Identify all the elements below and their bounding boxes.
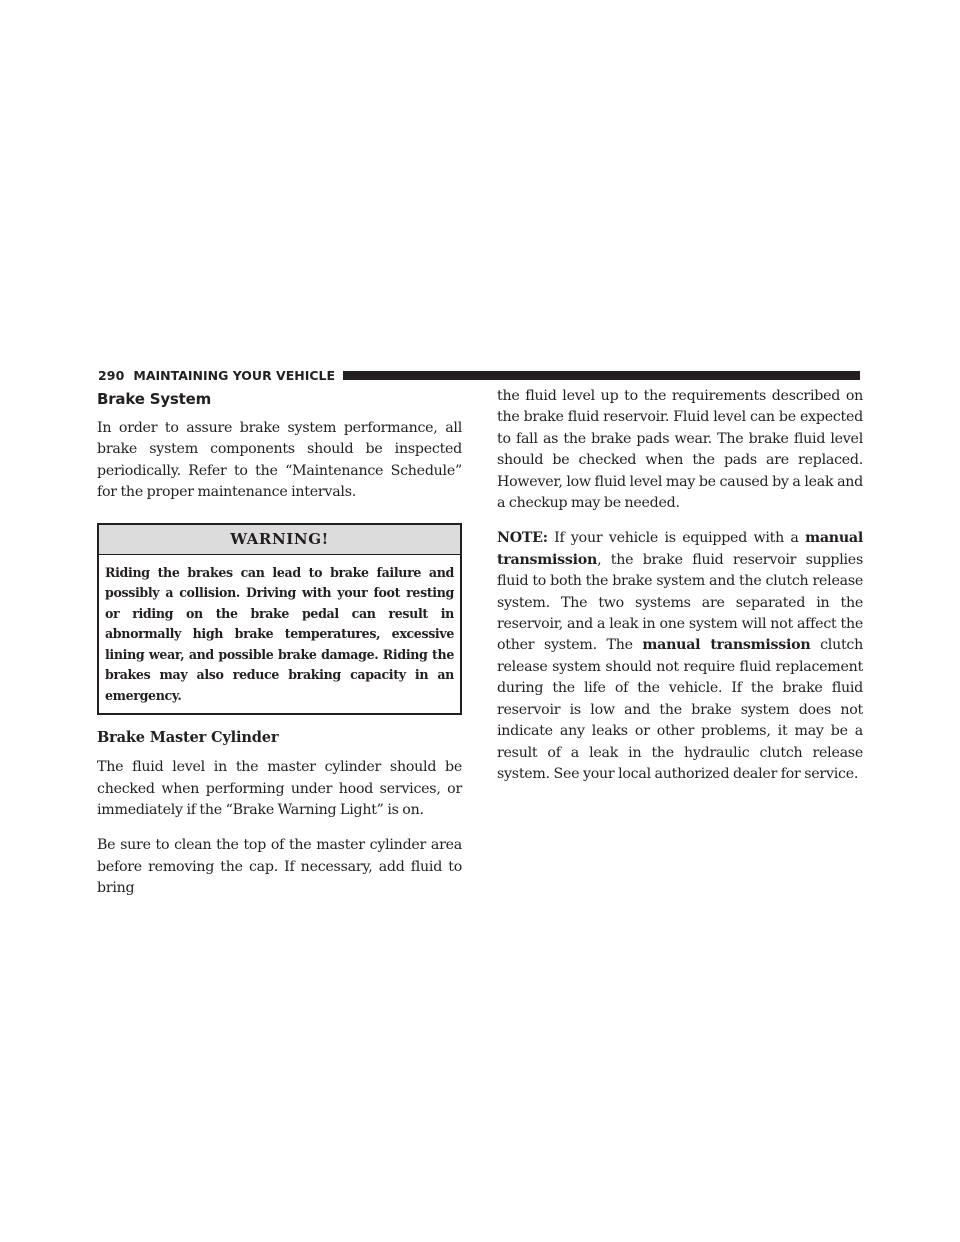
note-paragraph <box>497 528 863 785</box>
section-title: MAINTAINING YOUR VEHICLE <box>133 367 336 383</box>
header-rule <box>343 371 860 380</box>
warning-box <box>97 523 462 716</box>
note-text-2: , the brake fluid reservoir supplies fluid to both the brake system and the clutch release system. The two systems are separated in the reservoir, and a leak in one system will not affect the other system. The <box>497 551 863 654</box>
brake-system-intro: In order to assure brake system performance, all brake system components should be inspected periodically. Refer to the “Maintenance Schedule” for the proper maintenance intervals. <box>97 420 462 501</box>
warning-text: Riding the brakes can lead to brake failure and possibly a collision. Driving with your foot resting or riding on the brake pedal can result in abnormally high brake temperatures, excessive lining wear, and possible brake damage. Riding the brakes may also reduce braking capacity in an emergency. <box>105 564 454 703</box>
fluid-level-para: the fluid level up to the requirements described on the brake fluid reservoir. Fluid level can be expected to fall as the brake pads wear. The brake fluid level should be checked when the pads are replaced. However, low fluid level may be caused by a leak and a checkup may be needed. <box>497 388 863 512</box>
note-bold-manual-transmission-2: manual transmission <box>642 637 811 654</box>
right-column <box>497 386 863 799</box>
left-column <box>97 390 462 914</box>
page-number: 290 <box>98 367 125 383</box>
note-text-1: If your vehicle is equipped with a <box>547 530 806 547</box>
master-cylinder-para-2: Be sure to clean the top of the master cylinder area before removing the cap. If necessary, add fluid to bring <box>97 837 462 897</box>
note-bold-manual-transmission-1: manual transmission <box>497 530 863 568</box>
page-header <box>98 366 860 384</box>
note-label: NOTE: <box>497 530 548 547</box>
note-text-3: clutch release system should not require fluid replacement during the life of the vehicle. If the brake fluid reservoir is low and the brake system does not indicate any leaks or other problems, it may be a result of a leak in the hydraulic clutch release system. See your local authorized dealer for service. <box>497 637 863 782</box>
brake-system-heading: Brake System <box>97 390 212 408</box>
warning-title: WARNING! <box>99 525 460 555</box>
brake-master-cylinder-heading: Brake Master Cylinder <box>97 729 279 747</box>
master-cylinder-para-1: The fluid level in the master cylinder should be checked when performing under hood services, or immediately if the “Brake Warning Light” is on. <box>97 759 462 818</box>
